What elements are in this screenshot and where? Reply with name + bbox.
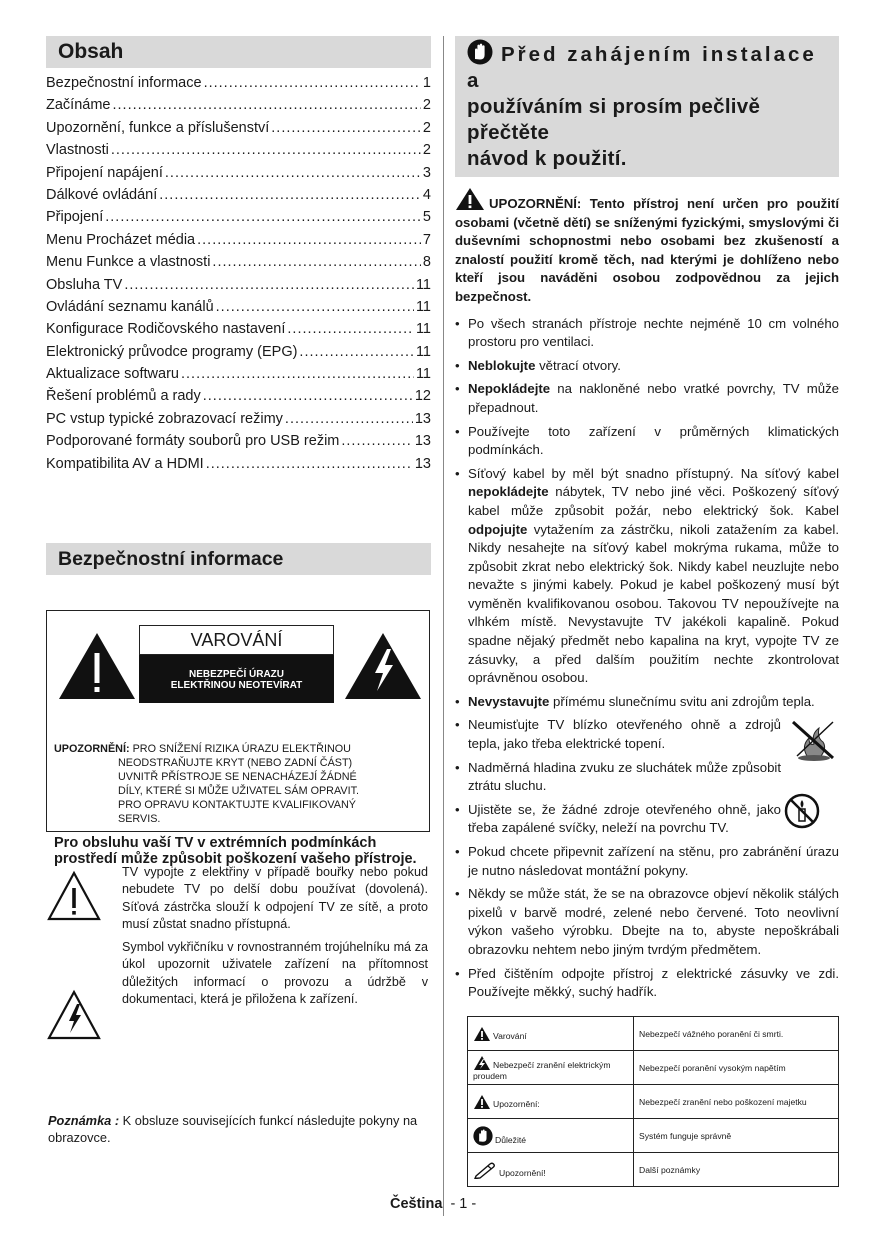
note-label: Poznámka :	[48, 1113, 120, 1128]
warning-label-box	[46, 610, 430, 832]
hand-stop-icon	[467, 39, 493, 65]
toc-dot-leader	[206, 453, 413, 475]
bullet-text: Síťový kabel by měl být snadno přístupný. Na síťový kabel	[468, 465, 839, 481]
toc-item[interactable]	[46, 318, 431, 340]
toc-item-page: 11	[415, 343, 431, 360]
toc-item-title: Vlastnosti	[46, 142, 109, 159]
warning-triangle-icon	[473, 1026, 491, 1042]
toc-item-page: 3	[422, 164, 431, 181]
safety-heading: Bezpečnostní informace	[46, 543, 431, 575]
warning-black-line2: ELEKTŘINOU NEOTEVÍRAT	[170, 680, 303, 691]
right-column	[455, 36, 839, 1007]
toc-item-title: Připojení napájení	[46, 164, 163, 181]
unplug-paragraph: TV vypojte z elektřiny v případě bouřky nebo pokud nebudete TV po delší dobu používat (dovolená). Síťová zástrčka slouží k odpojení TV ze sítě, a proto musí zůstat snadno přístupná.	[122, 865, 428, 932]
table-row	[468, 1085, 839, 1119]
toc-item-title: Dálkové ovládání	[46, 186, 158, 203]
toc-item-title: Podporované formáty souborů pro USB režim	[46, 433, 340, 450]
toc-item-page: 8	[422, 254, 431, 271]
electric-shock-icon	[473, 1055, 491, 1071]
toc-item[interactable]	[46, 296, 431, 318]
toc-item[interactable]	[46, 117, 431, 139]
toc-item[interactable]	[46, 341, 431, 363]
toc-dot-leader	[197, 229, 421, 251]
left-column	[46, 36, 431, 1145]
bullet-pixels	[455, 885, 839, 959]
bullet-text: Po všech stranách přístroje nechte nejméně 10 cm volného prostoru pro ventilaci.	[468, 315, 839, 350]
toc-item-page: 2	[422, 97, 431, 114]
bullet-bold: Nepokládejte	[468, 381, 551, 397]
bullet-text: Používejte toto zařízení v průměrných klimatických podmínkách.	[468, 423, 839, 458]
toc-dot-leader	[203, 385, 413, 407]
toc-item[interactable]	[46, 251, 431, 273]
exclamation-triangle-icon	[57, 631, 137, 701]
hand-stop-icon	[473, 1126, 493, 1146]
note-paragraph	[48, 1112, 432, 1146]
bullet-headphones	[455, 759, 839, 796]
toc-dot-leader	[112, 94, 420, 116]
toc-dot-leader	[105, 206, 421, 228]
toc-dot-leader	[124, 274, 414, 296]
toc-item[interactable]	[46, 385, 431, 407]
bullet-sunlight	[455, 693, 839, 712]
toc-item-page: 13	[414, 455, 431, 472]
bullet-power-cable	[455, 465, 839, 688]
symbol-desc: Další poznámky	[634, 1153, 839, 1187]
caution-line3: UVNITŘ PŘÍSTROJE SE NENACHÁZEJÍ ŽÁDNÉ	[118, 771, 357, 783]
lightning-triangle-icon	[343, 631, 423, 701]
toc-heading: Obsah	[46, 36, 431, 68]
footer-page-number: - 1 -	[450, 1196, 477, 1212]
toc-item[interactable]	[46, 162, 431, 184]
toc-item-page: 13	[414, 410, 431, 427]
toc-item-title: Kompatibilita AV a HDMI	[46, 455, 204, 472]
symbol-label: Nebezpečí zranění elektrickým proudem	[473, 1059, 611, 1081]
note-text: K obsluze souvisejících funkcí následujte pokyny na obrazovce.	[48, 1113, 418, 1145]
table-row	[468, 1017, 839, 1051]
caution-line5: PRO OPRAVU KONTAKTUJTE KVALIFIKOVANÝ	[118, 799, 356, 811]
warning-black-line1: NEBEZPEČÍ ÚRAZU	[188, 669, 284, 680]
caution-label: UPOZORNĚNÍ:	[54, 743, 130, 755]
toc-item-page: 11	[415, 276, 431, 293]
toc-dot-leader	[299, 341, 414, 363]
toc-item[interactable]	[46, 229, 431, 251]
symbol-desc: Nebezpečí poranění vysokým napětím	[634, 1051, 839, 1085]
warning-title: VAROVÁNÍ	[139, 625, 334, 655]
toc-item-page: 13	[414, 433, 431, 450]
toc-item-page: 12	[414, 388, 431, 405]
toc-item[interactable]	[46, 408, 431, 430]
column-divider	[443, 36, 444, 1216]
toc-dot-leader	[271, 117, 421, 139]
bullet-open-fire	[455, 716, 839, 753]
caution-line6: SERVIS.	[118, 813, 161, 825]
toc-item-page: 1	[422, 75, 431, 91]
safety-bullet-list	[455, 315, 839, 1002]
bullet-text: přímému slunečnímu svitu ani zdrojům tepla.	[549, 693, 815, 709]
toc-dot-leader	[287, 318, 414, 340]
toc-item-page: 4	[422, 186, 431, 203]
warning-triangle-icon	[455, 187, 485, 211]
symbols-table	[467, 1016, 839, 1187]
user-capability-text: UPOZORNĚNÍ: Tento přístroj není určen pro použití osobami (včetně dětí) se sníženými fyzickými, smyslovými či duševními schopnostmi nebo osobami bez zkušeností a znalostí použití kromě těch, nad kterými je dohlíženo nebo kteří jsou naváděni osobou zodpovědnou za jejich bezpečnost.	[455, 196, 839, 304]
warning-black-panel	[139, 655, 334, 703]
table-row	[468, 1153, 839, 1187]
toc-item-page: 11	[415, 298, 431, 315]
symbol-label: Upozornění:	[493, 1098, 540, 1109]
bullet-text: Někdy se může stát, že se na obrazovce objeví několik stálých pixelů v barvě modré, zelené nebo červené. Toto neovlivní výkon vašeho výrobku. Dbejte na to, abyste nepoškrábali obrazovku nehtem nebo jiným tvrdým předmětem.	[468, 886, 839, 957]
bullet-text: Nadměrná hladina zvuku ze sluchátek může způsobit ztrátu sluchu.	[468, 759, 781, 794]
toc-item-page: 7	[422, 231, 431, 248]
table-row	[468, 1119, 839, 1153]
symbol-label: Varování	[493, 1030, 527, 1041]
no-candle-icon	[783, 789, 821, 833]
exclamation-outline-triangle-icon	[46, 870, 102, 922]
bullet-text: větrací otvory.	[535, 357, 621, 373]
user-capability-warning	[455, 187, 839, 307]
read-manual-heading	[455, 36, 839, 177]
toc-dot-leader	[341, 430, 412, 452]
toc-item[interactable]	[46, 274, 431, 296]
toc-dot-leader	[216, 296, 414, 318]
warning-caution-text	[54, 742, 414, 826]
toc-item-title: Menu Funkce a vlastnosti	[46, 254, 211, 271]
toc-item-title: Začínáme	[46, 97, 111, 114]
toc-item[interactable]	[46, 72, 431, 94]
symbol-cell	[468, 1085, 634, 1119]
heading-line2: používáním si prosím pečlivě přečtěte	[467, 95, 761, 144]
toc-item-page: 11	[415, 366, 431, 383]
bullet-wall-mount	[455, 843, 839, 880]
toc-item-title: Řešení problémů a rady	[46, 388, 201, 405]
table-row	[468, 1051, 839, 1085]
bullet-no-block	[455, 357, 839, 376]
toc-item-page: 2	[422, 119, 431, 136]
toc-item-title: Aktualizace softwaru	[46, 366, 179, 383]
toc-dot-leader	[165, 162, 421, 184]
bullet-no-tilt	[455, 380, 839, 417]
bullet-ventilation	[455, 315, 839, 352]
toc-item[interactable]	[46, 453, 431, 475]
toc-item[interactable]	[46, 363, 431, 385]
toc-item-title: Ovládání seznamu kanálů	[46, 298, 214, 315]
extreme-conditions-note: Pro obsluhu vaší TV v extrémních podmínkách prostředí může způsobit poškození vašeho přístroje.	[54, 835, 417, 867]
warning-label-center	[139, 625, 334, 703]
caution-line1: PRO SNÍŽENÍ RIZIKA ÚRAZU ELEKTŘINOU	[132, 743, 351, 755]
toc-item[interactable]	[46, 94, 431, 116]
caution-triangle-icon	[473, 1094, 491, 1110]
symbol-cell	[468, 1017, 634, 1051]
toc-item-title: Upozornění, funkce a příslušenství	[46, 119, 270, 136]
bullet-text: Neumisťujte TV blízko otevřeného ohně a zdrojů tepla, jako třeba elektrické topení.	[468, 717, 781, 752]
toc-dot-leader	[285, 408, 413, 430]
caution-line2: NEODSTRAŇUJTE KRYT (NEBO ZADNÍ ČÁST)	[118, 757, 353, 769]
bullet-text: na nakloněné nebo vratké povrchy, TV může přepadnout.	[468, 381, 839, 415]
toc-item-title: Bezpečnostní informace	[46, 75, 202, 91]
toc-item[interactable]	[46, 139, 431, 161]
symbol-label: Upozornění!	[499, 1167, 546, 1178]
toc-item-title: Elektronický průvodce programy (EPG)	[46, 343, 298, 360]
toc-item-title: Menu Procházet média	[46, 231, 196, 248]
bullet-text: Před čištěním odpojte přístroj z elektrické zásuvky ve zdi. Používejte měkký, suchý hadřík.	[468, 965, 839, 1000]
symbol-cell	[468, 1119, 634, 1153]
symbol-desc: Nebezpečí zranění nebo poškození majetku	[634, 1085, 839, 1119]
heading-line1: Před zahájením instalace a	[467, 43, 817, 92]
toc-dot-leader	[159, 184, 421, 206]
heading-line3: návod k použití.	[467, 147, 627, 170]
symbol-cell	[468, 1051, 634, 1085]
safety-section	[46, 543, 431, 575]
toc-list	[46, 72, 431, 475]
toc-item-page: 5	[422, 209, 431, 226]
toc-dot-leader	[204, 72, 421, 94]
bullet-bold: odpojujte	[468, 521, 528, 537]
bullet-text: Pokud chcete připevnit zařízení na stěnu, pro zabránění úrazu je nutno následovat montážní pokyny.	[468, 844, 839, 878]
toc-dot-leader	[181, 363, 414, 385]
toc-dot-leader	[212, 251, 421, 273]
symbol-explanation-paragraph: Symbol vykřičníku v rovnostranném trojúhelníku má za úkol upozornit uživatele zařízení na přítomnost důležitých informací o provozu a údržbě v dokumentaci, která je přiložena k zařízení.	[122, 940, 428, 1007]
toc-item-page: 11	[415, 321, 431, 338]
page-footer	[390, 1196, 476, 1212]
toc-item-title: Obsluha TV	[46, 276, 123, 293]
pencil-note-icon	[473, 1161, 497, 1179]
caution-line4: DÍLY, KTERÉ SI MŮŽE UŽIVATEL SÁM OPRAVIT.	[118, 785, 359, 797]
no-fire-heater-icon	[787, 718, 839, 762]
symbol-desc: Nebezpečí vážného poranění či smrti.	[634, 1017, 839, 1051]
toc-item-title: Připojení	[46, 209, 104, 226]
bullet-bold: Nevystavujte	[468, 693, 550, 709]
toc-item-title: Konfigurace Rodičovského nastavení	[46, 321, 286, 338]
toc-item[interactable]	[46, 206, 431, 228]
toc-item[interactable]	[46, 184, 431, 206]
bullet-climate	[455, 423, 839, 460]
symbol-label: Důležité	[495, 1134, 527, 1145]
footer-language: Čeština	[390, 1196, 443, 1212]
toc-dot-leader	[111, 139, 421, 161]
bullet-text: Ujistěte se, že žádné zdroje otevřeného ohně, jako třeba zapálené svíčky, neleží na povrchu TV.	[468, 801, 781, 836]
bullet-text: vytažením za zástrčku, nikoli zatažením za kabel. Nikdy nesahejte na síťový kabel mokrýma rukama, může to způsobit zkrat nebo elektrický šok. Nikdy kabel neuzlujte nebo nevažte s jinými kabely. Pokud je kabel poškozený musí být vyměněn kvalifikovanou osobou. Takovou TV nepoužívejte na vlhkém místě. Nevystavujte TV jakékoli kapalině. Pokud spadne nějaký předmět nebo kapalina na kryt, vypojte TV ze zásuvky, a před dalším použitím nechte zkontrolovat oprávněnou osobou.	[468, 521, 839, 686]
bullet-cleaning	[455, 965, 839, 1002]
symbol-cell	[468, 1153, 634, 1187]
toc-item-page: 2	[422, 142, 431, 159]
toc-item[interactable]	[46, 430, 431, 452]
toc-item-title: PC vstup typické zobrazovací režimy	[46, 410, 283, 427]
lightning-outline-triangle-icon	[46, 989, 102, 1041]
bullet-bold: nepokládejte	[468, 484, 549, 500]
bullet-bold: Neblokujte	[468, 357, 536, 373]
symbol-desc: Systém funguje správně	[634, 1119, 839, 1153]
bullet-candles	[455, 801, 839, 838]
bullet-text: nábytek, TV nebo jiné věci. Poškozený síťový kabel může způsobit požár, nebo elektrický šok. Kabel	[468, 484, 839, 518]
